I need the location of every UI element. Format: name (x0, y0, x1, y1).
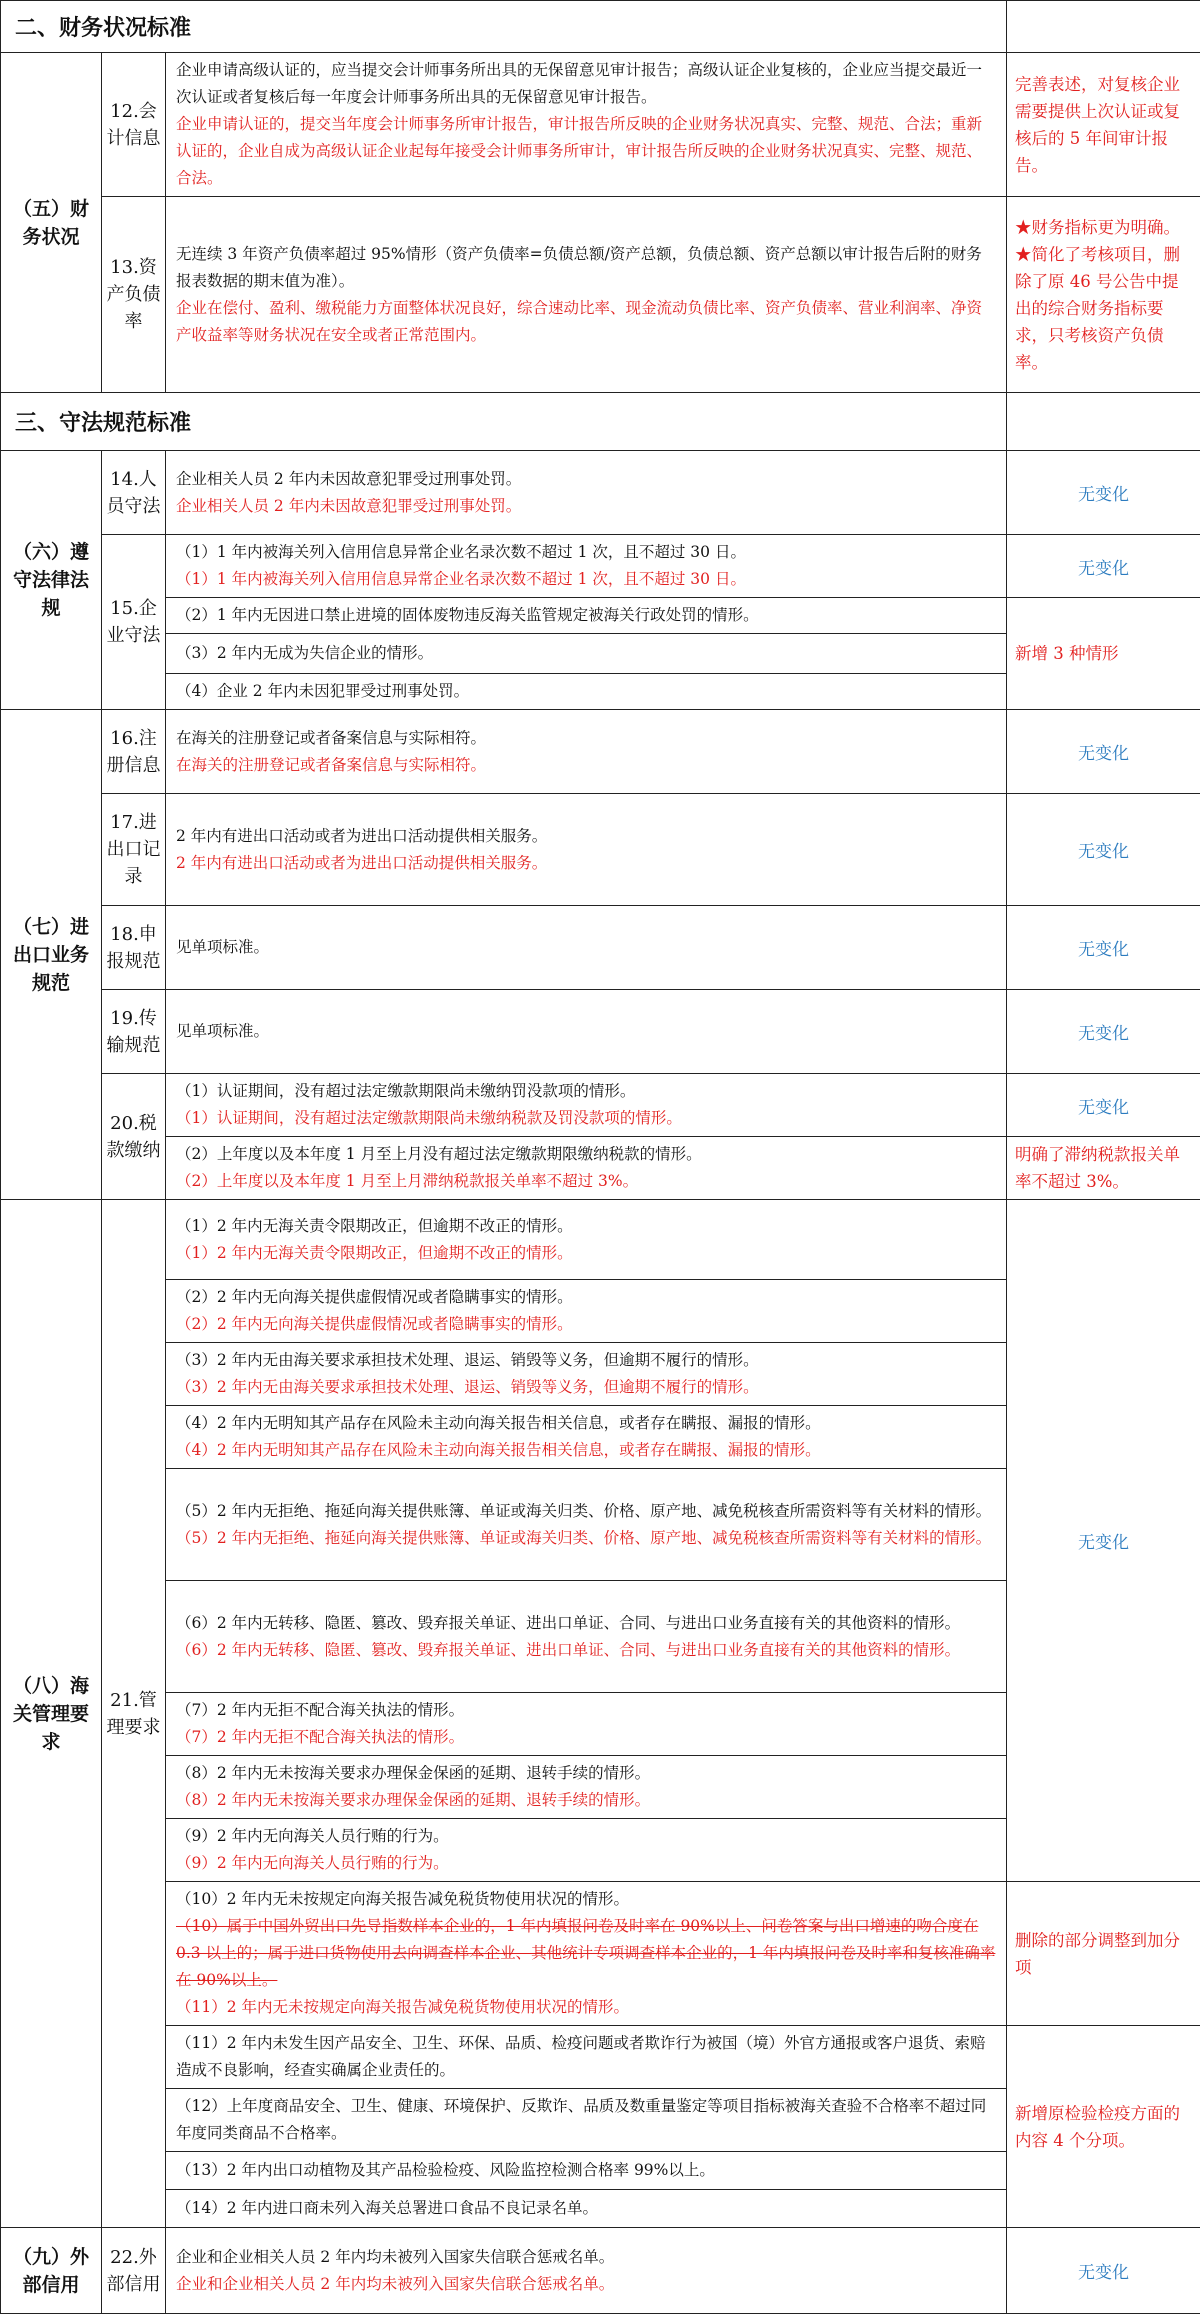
content-tax-payment-2: （2）上年度以及本年度 1 月至上月没有超过法定缴款期限缴纳税款的情形。 （2）上年度以及本年度 1 月至上月滞纳税款报关单率不超过 3%。 (166, 1137, 1007, 1200)
note-enterprise-law: 新增 3 种情形 (1007, 598, 1200, 710)
category-customs-management: （八）海关管理要求 (1, 1200, 102, 2228)
item-registration-info: 16.注册信息 (102, 710, 166, 794)
note-no-change: 无变化 (1007, 535, 1200, 598)
item-external-credit: 22.外部信用 (102, 2228, 166, 2314)
category-law-compliance: （六）遵守法律法规 (1, 451, 102, 710)
content-management-13: （13）2 年内出口动植物及其产品检验检疫、风险监控检测合格率 99%以上。 (166, 2152, 1007, 2190)
content-management-5: （5）2 年内无拒绝、拖延向海关提供账簿、单证或海关归类、价格、原产地、减免税核查所需资料等有关材料的情形。 （5）2 年内无拒绝、拖延向海关提供账簿、单证或海关归类、价格、原产地、减免税核查所需资料等有关材料的情形。 (166, 1469, 1007, 1581)
item-management-requirements: 21.管理要求 (102, 1200, 166, 2228)
note-no-change: 无变化 (1007, 906, 1200, 990)
note-management-12: 新增原检验检疫方面的内容 4 个分项。 (1007, 2026, 1200, 2228)
content-registration-info: 在海关的注册登记或者备案信息与实际相符。 在海关的注册登记或者备案信息与实际相符。 (166, 710, 1007, 794)
item-enterprise-law: 15.企业守法 (102, 535, 166, 710)
deleted-text: （10）属于中国外贸出口先导指数样本企业的，1 年内填报问卷及时率在 90%以上、问卷答案与出口增速的吻合度在 0.3 以上的；属于进口货物使用去向调查样本企业、其他统计专项调查样本企业的，1 年内填报问卷及时率和复核准确率在 90%以上。 (176, 1913, 996, 1994)
note-no-change: 无变化 (1007, 990, 1200, 1074)
section-header-finance: 二、财务状况标准 (1, 1, 1007, 53)
content-management-14: （14）2 年内进口商未列入海关总署进口食品不良记录名单。 (166, 2190, 1007, 2228)
category-external-credit: （九）外部信用 (1, 2228, 102, 2314)
content-management-2: （2）2 年内无向海关提供虚假情况或者隐瞒事实的情形。 （2）2 年内无向海关提供虚假情况或者隐瞒事实的情形。 (166, 1280, 1007, 1343)
content-management-7: （7）2 年内无拒不配合海关执法的情形。 （7）2 年内无拒不配合海关执法的情形。 (166, 1693, 1007, 1756)
content-management-1: （1）2 年内无海关责令限期改正，但逾期不改正的情形。 （1）2 年内无海关责令限期改正，但逾期不改正的情形。 (166, 1200, 1007, 1280)
content-external-credit: 企业和企业相关人员 2 年内均未被列入国家失信联合惩戒名单。 企业和企业相关人员 2 年内均未被列入国家失信联合惩戒名单。 (166, 2228, 1007, 2314)
content-accounting-info: 企业申请高级认证的，应当提交会计师事务所出具的无保留意见审计报告；高级认证企业复核的，企业应当提交最近一次认证或者复核后每一年度会计师事务所出具的无保留意见审计报告。 企业申请认证的，提交当年度会计师事务所审计报告，审计报告所反映的企业财务状况真实、完整、规范、合法；重新认证的，企业自成为高级认证企业起每年接受会计师事务所审计，审计报告所反映的企业财务状况真实、完整、规范、合法。 (166, 53, 1007, 197)
note-no-change: 无变化 (1007, 710, 1200, 794)
content-management-9: （9）2 年内无向海关人员行贿的行为。 （9）2 年内无向海关人员行贿的行为。 (166, 1819, 1007, 1882)
note-no-change: 无变化 (1007, 451, 1200, 535)
note-no-change: 无变化 (1007, 1200, 1200, 1882)
category-import-export: （七）进出口业务规范 (1, 710, 102, 1200)
item-personnel-law: 14.人员守法 (102, 451, 166, 535)
content-enterprise-law-1: （1）1 年内被海关列入信用信息异常企业名录次数不超过 1 次，且不超过 30 日。 （1）1 年内被海关列入信用信息异常企业名录次数不超过 1 次，且不超过 30 日。 (166, 535, 1007, 598)
content-debt-ratio: 无连续 3 年资产负债率超过 95%情形（资产负债率=负债总额/资产总额，负债总额、资产总额以审计报告后附的财务报表数据的期末值为准）。 企业在偿付、盈利、缴税能力方面整体状况良好，综合速动比率、现金流动负债比率、资产负债率、营业利润率、净资产收益率等财务状况在安全或者正常范围内。 (166, 197, 1007, 393)
note-debt-ratio: ★财务指标更为明确。★简化了考核项目，删除了原 46 号公告中提出的综合财务指标要求，只考核资产负债率。 (1007, 197, 1200, 393)
note-no-change: 无变化 (1007, 794, 1200, 906)
note-accounting-info: 完善表述，对复核企业需要提供上次认证或复核后的 5 年间审计报告。 (1007, 53, 1200, 197)
content-management-11: （11）2 年内未发生因产品安全、卫生、环保、品质、检疫问题或者欺诈行为被国（境）外官方通报或客户退货、索赔造成不良影响，经查实确属企业责任的。 (166, 2026, 1007, 2089)
content-management-10: （10）2 年内无未按规定向海关报告减免税货物使用状况的情形。 （10）属于中国外贸出口先导指数样本企业的，1 年内填报问卷及时率在 90%以上、问卷答案与出口增速的吻合度在 0.3 以上的；属于进口货物使用去向调查样本企业、其他统计专项调查样本企业的，1 年内填报问卷及时率和复核准确率在 90%以上。 （11）2 年内无未按规定向海关报告减免税货物使用状况的情形。 (166, 1882, 1007, 2026)
item-accounting-info: 12.会计信息 (102, 53, 166, 197)
content-management-3: （3）2 年内无由海关要求承担技术处理、退运、销毁等义务，但逾期不履行的情形。 （3）2 年内无由海关要求承担技术处理、退运、销毁等义务，但逾期不履行的情形。 (166, 1343, 1007, 1406)
content-management-4: （4）2 年内无明知其产品存在风险未主动向海关报告相关信息，或者存在瞒报、漏报的情形。 （4）2 年内无明知其产品存在风险未主动向海关报告相关信息，或者存在瞒报、漏报的情形。 (166, 1406, 1007, 1469)
content-enterprise-law-2: （2）1 年内无因进口禁止进境的固体废物违反海关监管规定被海关行政处罚的情形。 (166, 598, 1007, 634)
note-tax-payment: 明确了滞纳税款报关单率不超过 3%。 (1007, 1137, 1200, 1200)
content-enterprise-law-3: （3）2 年内无成为失信企业的情形。 (166, 634, 1007, 674)
content-transmission: 见单项标准。 (166, 990, 1007, 1074)
note-no-change: 无变化 (1007, 2228, 1200, 2314)
note-no-change: 无变化 (1007, 1074, 1200, 1137)
section-header-compliance: 三、守法规范标准 (1, 393, 1007, 451)
content-management-6: （6）2 年内无转移、隐匿、篡改、毁弃报关单证、进出口单证、合同、与进出口业务直接有关的其他资料的情形。 （6）2 年内无转移、隐匿、篡改、毁弃报关单证、进出口单证、合同、与进出口业务直接有关的其他资料的情形。 (166, 1581, 1007, 1693)
item-transmission: 19.传输规范 (102, 990, 166, 1074)
item-declaration: 18.申报规范 (102, 906, 166, 990)
category-finance: （五）财务状况 (1, 53, 102, 393)
note-management-10: 删除的部分调整到加分项 (1007, 1882, 1200, 2026)
content-personnel-law: 企业相关人员 2 年内未因故意犯罪受过刑事处罚。 企业相关人员 2 年内未因故意犯罪受过刑事处罚。 (166, 451, 1007, 535)
content-enterprise-law-4: （4）企业 2 年内未因犯罪受过刑事处罚。 (166, 674, 1007, 710)
item-trade-record: 17.进出口记录 (102, 794, 166, 906)
content-management-8: （8）2 年内无未按海关要求办理保金保函的延期、退转手续的情形。 （8）2 年内无未按海关要求办理保金保函的延期、退转手续的情形。 (166, 1756, 1007, 1819)
content-declaration: 见单项标准。 (166, 906, 1007, 990)
content-tax-payment-1: （1）认证期间，没有超过法定缴款期限尚未缴纳罚没款项的情形。 （1）认证期间，没有超过法定缴款期限尚未缴纳税款及罚没款项的情形。 (166, 1074, 1007, 1137)
content-management-12: （12）上年度商品安全、卫生、健康、环境保护、反欺诈、品质及数重量鉴定等项目指标被海关查验不合格率不超过同年度同类商品不合格率。 (166, 2089, 1007, 2152)
item-debt-ratio: 13.资产负债率 (102, 197, 166, 393)
content-trade-record: 2 年内有进出口活动或者为进出口活动提供相关服务。 2 年内有进出口活动或者为进出口活动提供相关服务。 (166, 794, 1007, 906)
item-tax-payment: 20.税款缴纳 (102, 1074, 166, 1200)
